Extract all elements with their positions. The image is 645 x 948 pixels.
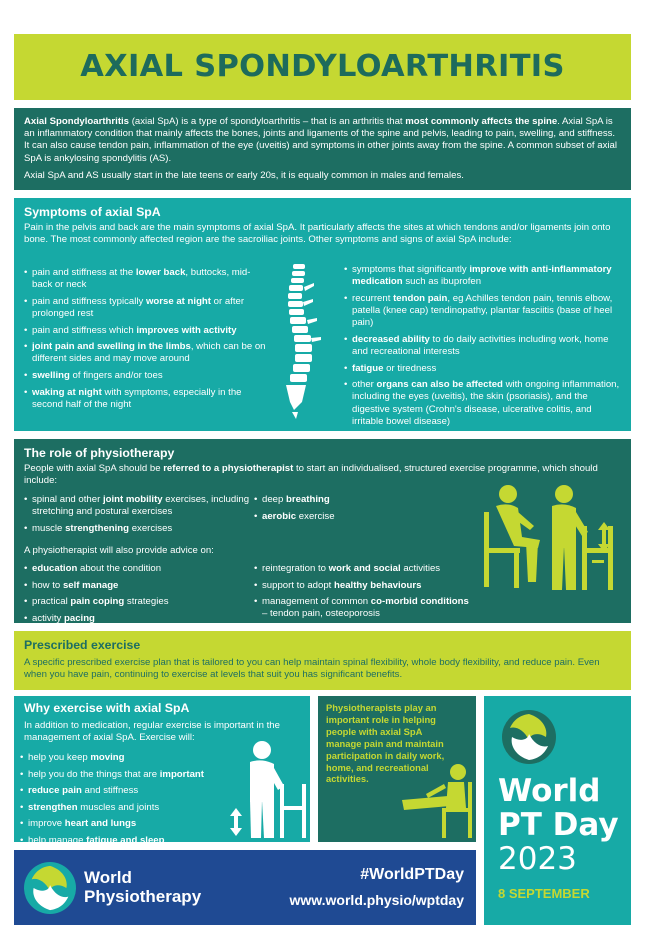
intro-paragraph-2: Axial SpA and AS usually start in the late teens or early 20s, it is equally common in males and females. bbox=[24, 169, 464, 181]
physio-list-2-right bbox=[254, 563, 474, 625]
list-item: • pain and stiffness typically worse at night or after prolonged rest bbox=[24, 296, 268, 320]
world-pt-day-panel bbox=[484, 696, 631, 925]
physio-list-2-left bbox=[24, 563, 254, 629]
why-intro: In addition to medication, regular exercise is important in the management of axial SpA. Exercise will: bbox=[24, 720, 280, 744]
intro-paragraph-1: Axial Spondyloarthritis (axial SpA) is a type of spondyloarthritis – that is an arthritis that most commonly affects the spine. Axial SpA is an inflammatory condition that mainly affects the bones, joints and ligaments of the spine and pelvis, leading to pain, swelling, and stiffness. It can also cause tendon pain, inflammation of the eye (uveitis) and symptoms in other joints away from the spine. A common subset of axial SpA is ankylosing spondylitis (AS). bbox=[24, 116, 617, 164]
symptoms-intro: Pain in the pelvis and back are the main symptoms of axial SpA. It particularly affects the sites at which tendons and/or ligaments join onto bone. The most commonly affected region are the sacroiliac joints. Other symptoms and signs of axial SpA include: bbox=[24, 222, 611, 246]
symptoms-left-list bbox=[24, 267, 268, 415]
list-item: • management of common co-morbid conditions – tendon pain, osteoporosis bbox=[254, 596, 474, 620]
wpt-line-2: PT Day bbox=[498, 807, 619, 843]
list-item: • decreased ability to do daily activities including work, home and recreational interests bbox=[344, 334, 624, 358]
seated-stretch-illustration bbox=[398, 760, 476, 840]
list-item: • reintegration to work and social activities bbox=[254, 563, 474, 575]
page-title: AXIAL SPONDYLOARTHRITIS bbox=[80, 49, 565, 84]
prescribed-panel bbox=[14, 631, 631, 690]
org-name-line-2: Physiotherapy bbox=[84, 887, 202, 906]
physio-list-1-right bbox=[254, 494, 404, 527]
symptoms-heading: Symptoms of axial SpA bbox=[24, 205, 161, 219]
title-banner bbox=[14, 34, 631, 100]
hashtag: #WorldPTDay bbox=[360, 866, 464, 883]
list-item: • practical pain coping strategies bbox=[24, 596, 254, 608]
callout-text: Physiotherapists play an important role in helping people with axial SpA manage pain and maintain participation in daily work, home, and recreational activities. bbox=[326, 702, 445, 785]
list-item: • symptoms that significantly improve with anti-inflammatory medication such as ibuprofen bbox=[344, 264, 624, 288]
list-item: • support to adopt healthy behaviours bbox=[254, 580, 474, 592]
list-item: • pain and stiffness at the lower back, buttocks, mid-back or neck bbox=[24, 267, 268, 291]
list-item: • education about the condition bbox=[24, 563, 254, 575]
prescribed-heading: Prescribed exercise bbox=[24, 638, 141, 652]
list-item: • how to self manage bbox=[24, 580, 254, 592]
list-item: • spinal and other joint mobility exercises, including stretching and postural exercises bbox=[24, 494, 254, 518]
footer-bar bbox=[14, 850, 476, 925]
spine-icon bbox=[276, 262, 326, 420]
list-item: • pain and stiffness which improves with activity bbox=[24, 325, 268, 337]
physio-heading: The role of physiotherapy bbox=[24, 446, 175, 460]
list-item: • swelling of fingers and/or toes bbox=[24, 370, 268, 382]
list-item: • strengthen muscles and joints bbox=[20, 802, 240, 814]
exercise-illustration bbox=[478, 482, 628, 597]
wpt-date: 8 SEPTEMBER bbox=[498, 886, 590, 901]
list-item: • aerobic exercise bbox=[254, 511, 404, 523]
physio-intro: People with axial SpA should be referred to a physiotherapist to start an individualised, structured exercise programme, which should include: bbox=[24, 463, 598, 487]
list-item: • muscle strengthening exercises bbox=[24, 523, 254, 535]
list-item: • reduce pain and stiffness bbox=[20, 785, 240, 797]
website-link[interactable]: www.world.physio/wptday bbox=[289, 892, 464, 908]
wpt-year: 2023 bbox=[498, 841, 577, 877]
org-name-line-1: World bbox=[84, 868, 132, 887]
list-item: • help manage fatigue and sleep bbox=[20, 835, 240, 847]
list-item: • deep breathing bbox=[254, 494, 404, 506]
world-pt-day-logo-icon bbox=[502, 710, 556, 764]
why-list bbox=[20, 752, 240, 852]
list-item: • improve heart and lungs bbox=[20, 818, 240, 830]
symptoms-right-list bbox=[344, 264, 624, 432]
list-item: • help you keep moving bbox=[20, 752, 240, 764]
list-item: • recurrent tendon pain, eg Achilles tendon pain, tennis elbow, patella (knee cap) tendinopathy, plantar fasciitis (base of heel pain) bbox=[344, 293, 624, 330]
physio-list-1-left bbox=[24, 494, 254, 539]
intro-panel bbox=[14, 108, 631, 190]
list-item: • joint pain and swelling in the limbs, which can be on different sides and may move around bbox=[24, 341, 268, 365]
wpt-line-1: World bbox=[498, 773, 601, 809]
list-item: • fatigue or tiredness bbox=[344, 363, 624, 375]
why-heading: Why exercise with axial SpA bbox=[24, 701, 190, 715]
list-item: • help you do the things that are important bbox=[20, 769, 240, 781]
standing-person-illustration bbox=[228, 740, 308, 840]
prescribed-text: A specific prescribed exercise plan that is tailored to you can help maintain spinal flexibility, whole body flexibility, and reduce pain. Even when you have pain, continuing to exercise at levels that suit you has significant benefits. bbox=[24, 657, 600, 681]
list-item: • waking at night with symptoms, especially in the second half of the night bbox=[24, 387, 268, 411]
world-physiotherapy-logo-icon bbox=[24, 862, 76, 914]
list-item: • other organs can also be affected with ongoing inflammation, including the eyes (uveitis), the skin (psoriasis), and the digestive system (Crohn's disease, ulcerative colitis, and irritable bowel disease) bbox=[344, 379, 624, 428]
physio-advice: A physiotherapist will also provide advice on: bbox=[24, 545, 214, 556]
list-item: • activity pacing bbox=[24, 613, 254, 625]
